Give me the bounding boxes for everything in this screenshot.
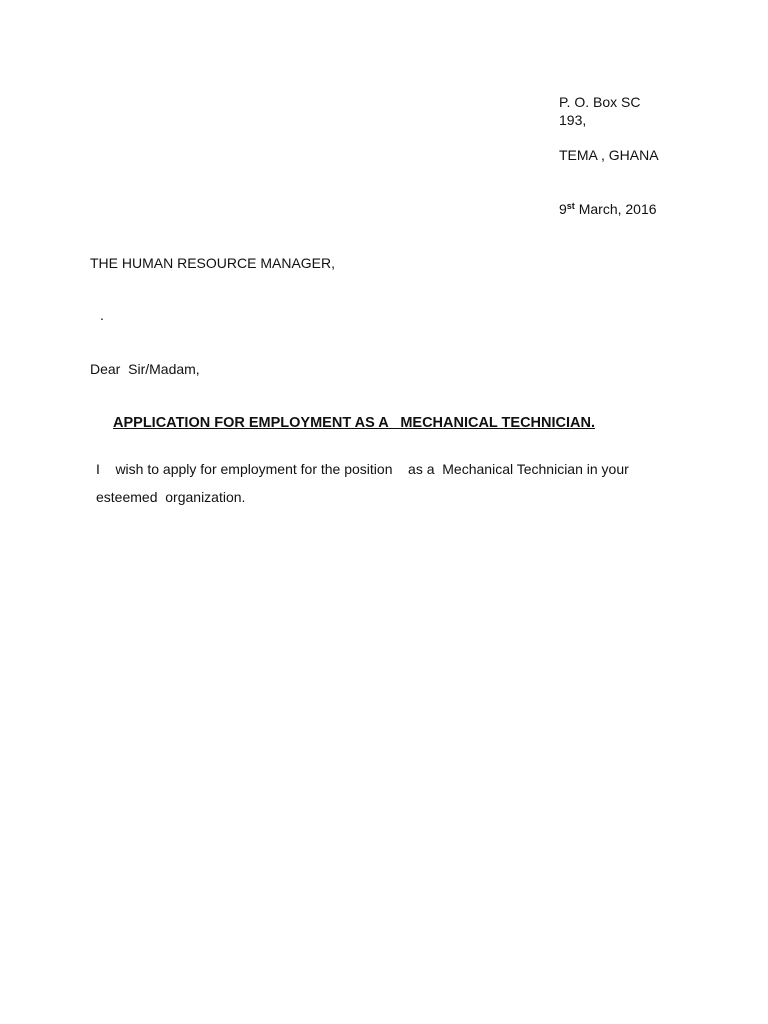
sender-address-line1: P. O. Box SC [559,94,641,110]
salutation: Dear Sir/Madam, [90,361,200,377]
date-suffix: st [566,201,575,211]
body-line-1: I wish to apply for employment for the position as a Mechanical Technician in your [96,461,629,477]
date-day: 9 [559,201,567,217]
recipient-title: THE HUMAN RESOURCE MANAGER, [90,255,336,271]
date-rest: March, 2016 [574,201,657,217]
letter-subject: APPLICATION FOR EMPLOYMENT AS A MECHANICAL TECHNICIAN. [113,415,595,431]
sender-address-line3: TEMA , GHANA [559,147,659,163]
body-line-2: esteemed organization. [96,489,246,505]
recipient-extra: . [100,307,104,323]
letter-date [559,201,657,218]
sender-address-line2: 193, [559,112,587,128]
